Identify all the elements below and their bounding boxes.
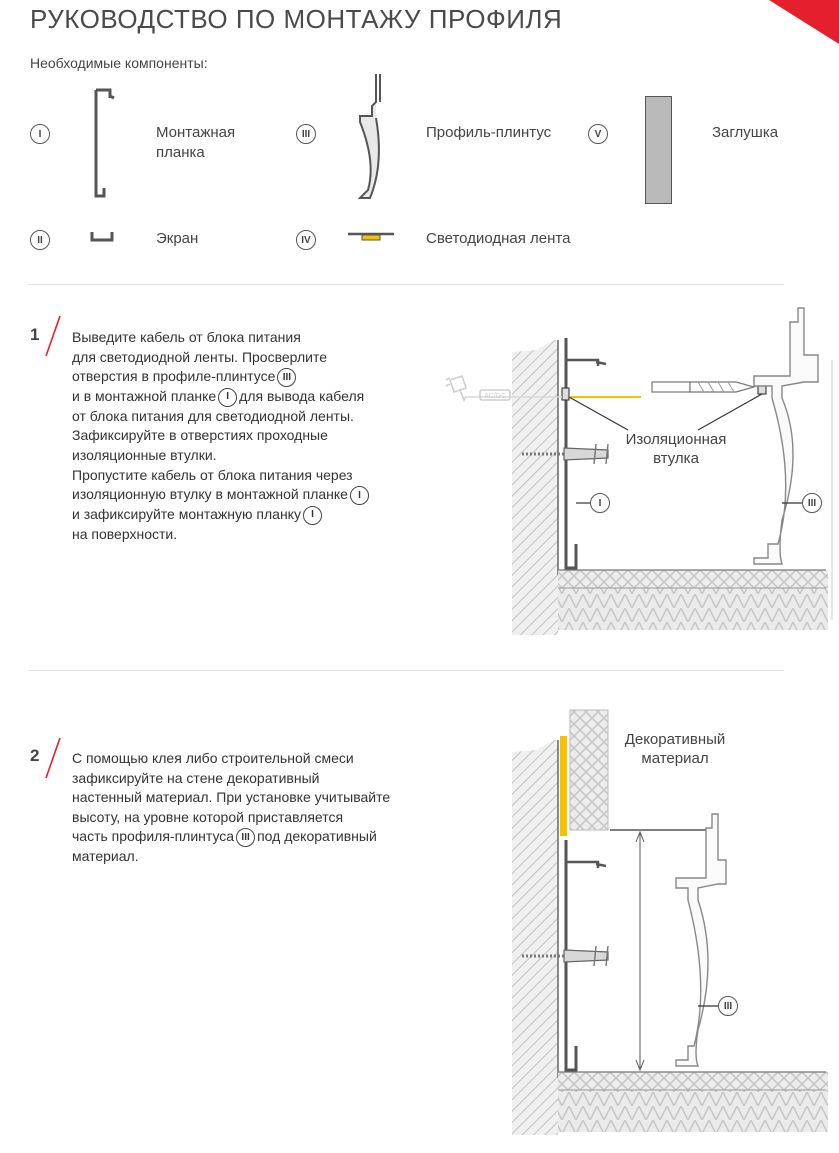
text-line bbox=[72, 505, 432, 525]
component-label-end-cap: Заглушка bbox=[712, 124, 779, 141]
numeral-badge-iii: III bbox=[236, 828, 255, 847]
step1-instructions bbox=[72, 328, 432, 544]
drill-bit-icon bbox=[652, 382, 754, 392]
skirting-profile bbox=[676, 814, 726, 1066]
text-line: для светодиодной ленты. Просверлите bbox=[72, 348, 327, 365]
dowel bbox=[564, 448, 608, 460]
text-line: материал. bbox=[72, 848, 139, 865]
divider bbox=[28, 284, 784, 285]
plug-label: AC/DC bbox=[484, 393, 506, 400]
text-line: Зафиксируйте в отверстиях проходные bbox=[72, 427, 328, 444]
label-line: Монтажная bbox=[156, 124, 236, 141]
text-fragment: для вывода кабеля bbox=[239, 387, 365, 404]
page-title: РУКОВОДСТВО ПО МОНТАЖУ ПРОФИЛЯ bbox=[30, 4, 563, 34]
dowel bbox=[564, 950, 608, 962]
step2-instructions bbox=[72, 749, 444, 867]
component-label-skirting-profile: Профиль-плинтус bbox=[426, 124, 552, 141]
text-fragment: и зафиксируйте монтажную планку bbox=[72, 505, 301, 522]
callout-skirting-profile: III bbox=[802, 493, 822, 513]
text-line: Пропустите кабель от блока питания через bbox=[72, 466, 353, 483]
numeral-badge-iv: IV bbox=[296, 230, 316, 250]
label-line: втулка bbox=[653, 450, 699, 467]
adhesive-layer bbox=[560, 736, 567, 836]
red-slash-icon bbox=[42, 314, 64, 360]
text-line bbox=[72, 387, 432, 407]
red-slash-icon bbox=[42, 736, 64, 782]
callout-skirting-profile: III bbox=[718, 996, 738, 1016]
text-line: С помощью клея либо строительной смеси bbox=[72, 750, 354, 766]
text-line bbox=[72, 827, 444, 847]
wall bbox=[512, 340, 558, 635]
component-label-mounting-plate bbox=[156, 123, 235, 163]
label-line: планка bbox=[156, 144, 205, 161]
numeral-badge-v: V bbox=[588, 124, 608, 144]
callout-mounting-plate: I bbox=[590, 493, 610, 513]
step-number: 1 bbox=[30, 325, 40, 344]
decorative-material bbox=[570, 710, 608, 830]
numeral-badge-i: I bbox=[303, 506, 322, 525]
text-line bbox=[72, 485, 432, 505]
text-fragment: под декоративный bbox=[257, 828, 377, 845]
label-line: Декоративный bbox=[624, 731, 726, 748]
screen-icon bbox=[90, 228, 116, 244]
numeral-badge-ii: II bbox=[30, 230, 50, 250]
floor-surface bbox=[558, 570, 828, 588]
numeral-badge-i: I bbox=[350, 486, 369, 505]
label-line: материал bbox=[641, 750, 709, 767]
skirting-profile bbox=[754, 308, 818, 564]
text-fragment: и в монтажной планке bbox=[72, 387, 217, 404]
text-line: высоту, на уровне которой приставляется bbox=[72, 808, 344, 825]
text-line: изоляционные втулки. bbox=[72, 446, 217, 463]
numeral-badge-i: I bbox=[30, 124, 50, 144]
text-line bbox=[72, 367, 432, 387]
step-number: 2 bbox=[30, 746, 40, 765]
label-line: Изоляционная bbox=[625, 431, 727, 448]
mounting-plate-icon bbox=[88, 86, 120, 202]
end-cap-icon bbox=[645, 96, 672, 204]
text-fragment: отверстия в профиле-плинтусе bbox=[72, 368, 276, 385]
numeral-badge-iii: III bbox=[296, 124, 316, 144]
text-line: настенный материал. При установке учитывайте bbox=[72, 789, 391, 806]
text-line: от блока питания для светодиодной ленты. bbox=[72, 407, 354, 424]
text-fragment: часть профиля-плинтуса bbox=[72, 828, 235, 845]
text-fragment: изоляционную втулку в монтажной планке bbox=[72, 486, 348, 503]
text-line: на поверхности. bbox=[72, 525, 178, 542]
insulation-bushing-label bbox=[614, 430, 738, 468]
insulation-bushing bbox=[562, 388, 569, 400]
step1-diagram bbox=[436, 300, 839, 640]
divider bbox=[28, 670, 784, 671]
numeral-badge-iii: III bbox=[277, 368, 296, 387]
corner-accent bbox=[769, 0, 839, 44]
floor-surface bbox=[558, 1072, 828, 1090]
led-strip-icon bbox=[346, 228, 398, 244]
numeral-badge-i: I bbox=[218, 388, 237, 407]
components-heading: Необходимые компоненты: bbox=[30, 55, 208, 71]
component-label-screen: Экран bbox=[156, 230, 199, 247]
decorative-material-label bbox=[612, 730, 738, 768]
text-line: зафиксируйте на стене декоративный bbox=[72, 769, 320, 786]
component-label-led-strip: Светодиодная лента bbox=[426, 230, 571, 247]
wall bbox=[512, 740, 558, 1135]
skirting-profile-icon bbox=[346, 72, 396, 204]
text-line: Выведите кабель от блока питания bbox=[72, 329, 301, 345]
